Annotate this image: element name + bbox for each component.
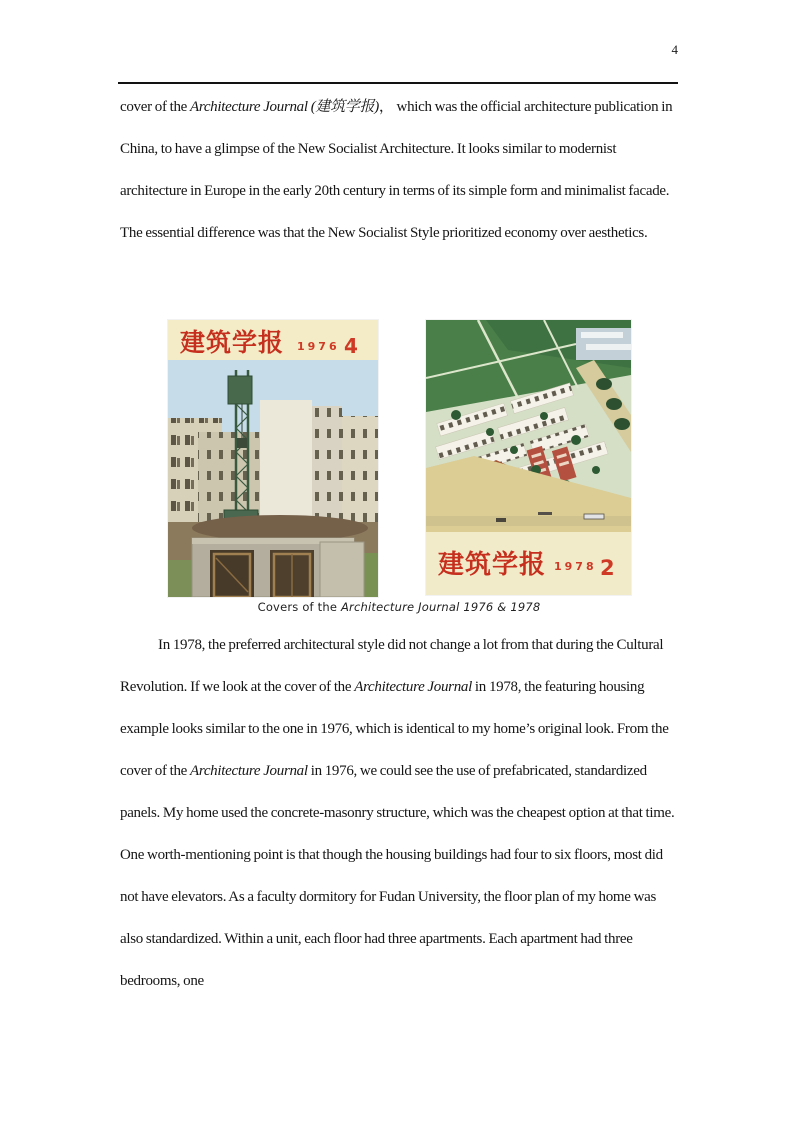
cover1976-issue-text: 4 <box>343 334 358 358</box>
header-divider <box>118 82 678 84</box>
cover1978-masthead-text: 建筑学报 <box>437 550 546 580</box>
body-paragraph-2: In 1978, the preferred architectural style did not change a lot from that during the Cultural Revolution. If we look at the cover of the Architecture Journal in 1978, the featuring housing example looks similar to the one in 1976, which is identical to my home’s original look. From the cover of the Architecture Journal in 1976, we could see the use of prefabricated, standardized panels. My home used the concrete-masonry structure, which was the cheapest option at that time. One worth-mentioning point is that though the housing buildings had four to six floors, most did not have elevators. As a faculty dormitory for Fudan University, the floor plan of my home was also standardized. Within a unit, each floor had three apartments. Each apartment had three bedrooms, one <box>120 637 675 989</box>
figure-caption-italic: Architecture Journal 1976 & 1978 <box>340 600 541 614</box>
cover1976-year-text: 1976 <box>296 340 340 353</box>
cover1976-prefab-panels <box>192 538 364 597</box>
journal-cover-1978-image <box>426 320 631 595</box>
body-paragraph-1: cover of the Architecture Journal (建筑学报)， which was the official architecture publication in China, to have a glimpse of the New Socialist Architecture. It looks similar to modernist architecture in Europe in the early 20th century in terms of its simple form and minimalist facade. The essential difference was that the New Socialist Style prioritized economy over aesthetics. <box>120 99 673 241</box>
journal-cover-1976-image <box>168 320 378 597</box>
cover1976-masthead-text: 建筑学报 <box>179 328 284 357</box>
figure-caption <box>120 600 678 614</box>
page-number: 4 <box>671 42 678 57</box>
cover1978-issue-text: 2 <box>599 556 615 580</box>
cover1978-year-text: 1978 <box>553 560 597 573</box>
figure-row <box>120 320 678 597</box>
figure-caption-prefix: Covers of the <box>257 600 341 614</box>
